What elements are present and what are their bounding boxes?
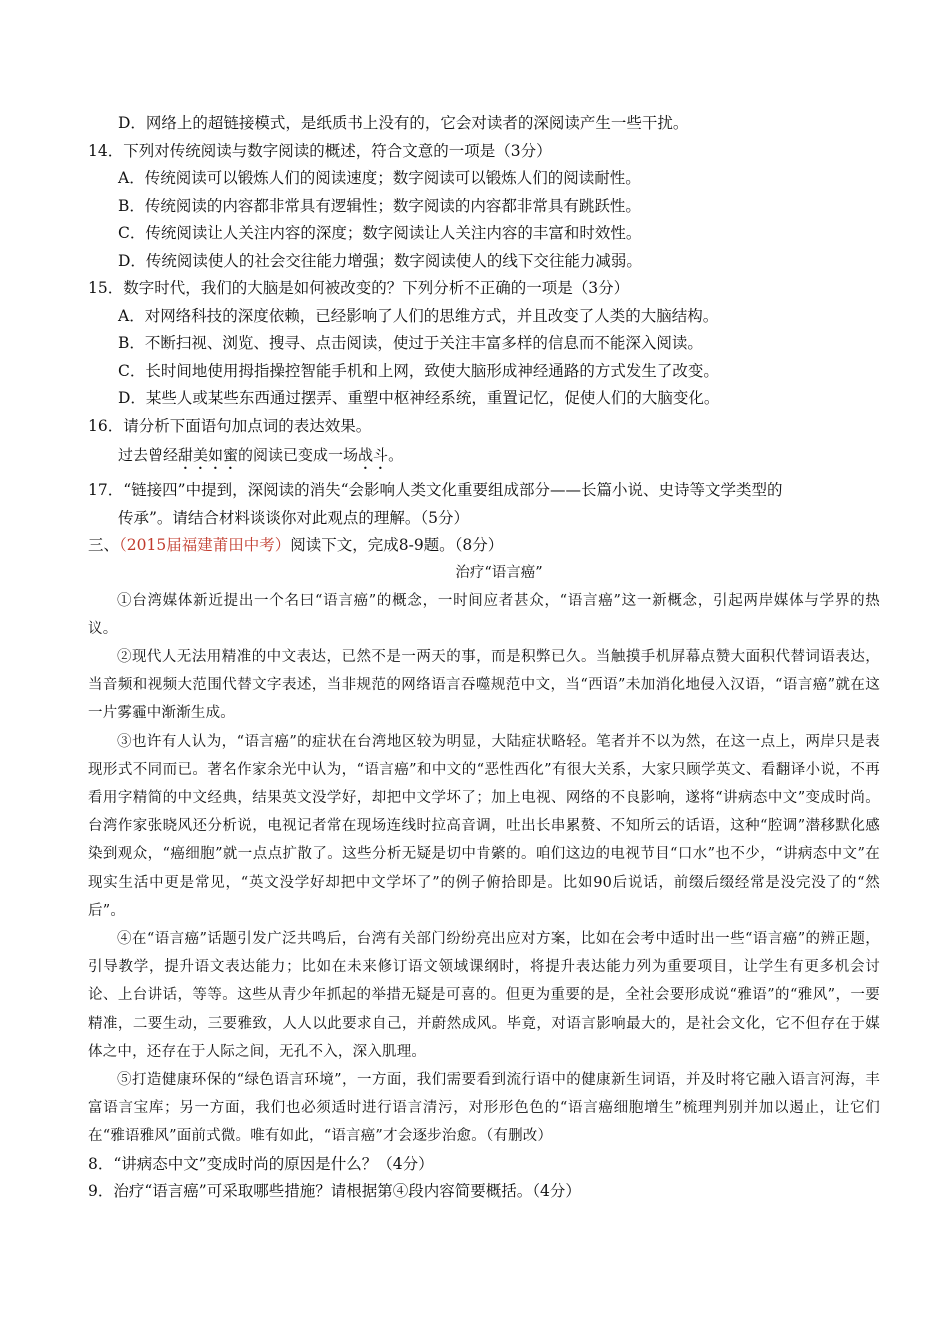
q16-sentence-mid: 的阅读已变成一场 (238, 446, 359, 464)
q14-option-d: D．传统阅读使人的社会交往能力增强；数字阅读使人的线下交往能力减弱。 (118, 251, 642, 270)
q16-dotted-word-1: 甜美如蜜 (178, 446, 239, 464)
q13-option-d: D．网络上的超链接模式，是纸质书上没有的，它会对读者的深阅读产生一些干扰。 (118, 114, 689, 132)
q15-stem: 15．数字时代，我们的大脑是如何被改变的？下列分析不正确的一项是（3分） (88, 279, 630, 297)
article-paragraph-5: ⑤打造健康环保的“绿色语言环境”，一方面，我们需要看到流行语中的健康新生词语，并及时将它融入语言河海，丰富语言宝库；另一方面，我们也必须适时进行语言清污，对形形色色的“语言癌细胞增生”梳理判别并加以遏止，让它们在“雅语雅风”面前式微。唯有如此，“语言癌”才会逐步治愈。（有删改） (88, 1071, 880, 1145)
article-paragraph-4: ④在“语言癌”话题引发广泛共鸣后，台湾有关部门纷纷亮出应对方案，比如在会考中适时出一些“语言癌”的辨正题，引导教学，提升语文表达能力；比如在未来修订语文领域课纲时，将提升表达能力列为重要项目，让学生有更多机会讨论、上台讲话，等等。这些从青少年抓起的举措无疑是可喜的。但更为重要的是，全社会要形成说“雅语”的“雅风”，一要精准，二要生动，三要雅致，人人以此要求自己，并蔚然成风。毕竟，对语言影响最大的，是社会文化，它不但存在于媒体之中，还存在于人际之间，无孔不入，深入肌理。 (88, 930, 880, 1060)
article-paragraph-3: ③也许有人认为，“语言癌”的症状在台湾地区较为明显，大陆症状略轻。笔者并不以为然，在这一点上，两岸只是表现形式不同而已。著名作家余光中认为，“语言癌”和中文的“恶性西化”有很大关系，大家只顾学英文、看翻译小说，不再看用字精简的中文经典，结果英文没学好，却把中文学坏了；加上电视、网络的不良影响，遂将“讲病态中文”变成时尚。台湾作家张晓风还分析说，电视记者常在现场连线时拉高音调，吐出长串累赘、不知所云的话语，这种“腔调”潜移默化感染到观众，“癌细胞”就一点点扩散了。这些分析无疑是切中肯綮的。咱们这边的电视节目“口水”也不少，“讲病态中文”在现实生活中更是常见，“英文没学好却把中文学坏了”的例子俯拾即是。比如90后说话，前缀后缀经常是没完没了的“然后”。 (88, 733, 880, 919)
q8-question: 8．“讲病态中文”变成时尚的原因是什么？（4分） (88, 1154, 434, 1173)
article-paragraph-1: ①台湾媒体新近提出一个名曰“语言癌”的概念，一时间应者甚众，“语言癌”这一新概念，引起两岸媒体与学界的热议。 (88, 592, 880, 637)
q14-option-c: C．传统阅读让人关注内容的深度；数字阅读让人关注内容的丰富和时效性。 (118, 224, 642, 242)
q15-option-b: B．不断扫视、浏览、搜寻、点击阅读，使过于关注丰富多样的信息而不能深入阅读。 (118, 334, 703, 352)
section-3-instruction: 阅读下文，完成8-9题。（8分） (290, 536, 504, 554)
q17-line-1: 17．“链接四”中提到，深阅读的消失“会影响人类文化重要组成部分——长篇小说、史诗等文学类型的 (88, 481, 783, 499)
q14-option-b: B．传统阅读的内容都非常具有逻辑性；数字阅读的内容都非常具有跳跃性。 (118, 196, 641, 215)
q16-sentence (88, 440, 880, 473)
article-paragraph-2: ②现代人无法用精准的中文表达，已然不是一两天的事，而是积弊已久。当触摸手机屏幕点赞大面积代替词语表达，当音频和视频大范围代替文字表述，当非规范的网络语言吞噬规范中文，当“西语”未加消化地侵入汉语，“语言癌”就在这一片雾霾中渐渐生成。 (88, 648, 880, 722)
q16-stem: 16．请分析下面语句加点词的表达效果。 (88, 416, 372, 435)
q15-option-c: C．长时间地使用拇指操控智能手机和上网，致使大脑形成神经通路的方式发生了改变。 (118, 361, 719, 380)
q16-sentence-post: 。 (388, 446, 404, 464)
q9-question: 9．治疗“语言癌”可采取哪些措施？请根据第④段内容简要概括。（4分） (88, 1182, 581, 1201)
q17-line-2: 传承”。请结合材料谈谈你对此观点的理解。（5分） (118, 508, 470, 527)
q15-option-a: A．对网络科技的深度依赖，已经影响了人们的思维方式，并且改变了人类的大脑结构。 (118, 306, 719, 325)
q14-stem: 14．下列对传统阅读与数字阅读的概述，符合文意的一项是（3分） (88, 141, 552, 160)
q16-sentence-pre: 过去曾经 (118, 446, 179, 464)
q15-option-d: D．某些人或某些东西通过摆弄、重塑中枢神经系统，重置记忆，促使人们的大脑变化。 (118, 389, 720, 407)
section-3-prefix: 三、 (88, 536, 120, 554)
q16-dotted-word-2: 战斗 (358, 446, 389, 464)
q14-option-a: A．传统阅读可以锻炼人们的阅读速度；数字阅读可以锻炼人们的阅读耐性。 (118, 169, 641, 187)
article-title: 治疗“语言癌” (455, 564, 543, 581)
section-3-source: （2015届福建莆田中考） (119, 536, 291, 554)
section-3-title (88, 532, 880, 560)
